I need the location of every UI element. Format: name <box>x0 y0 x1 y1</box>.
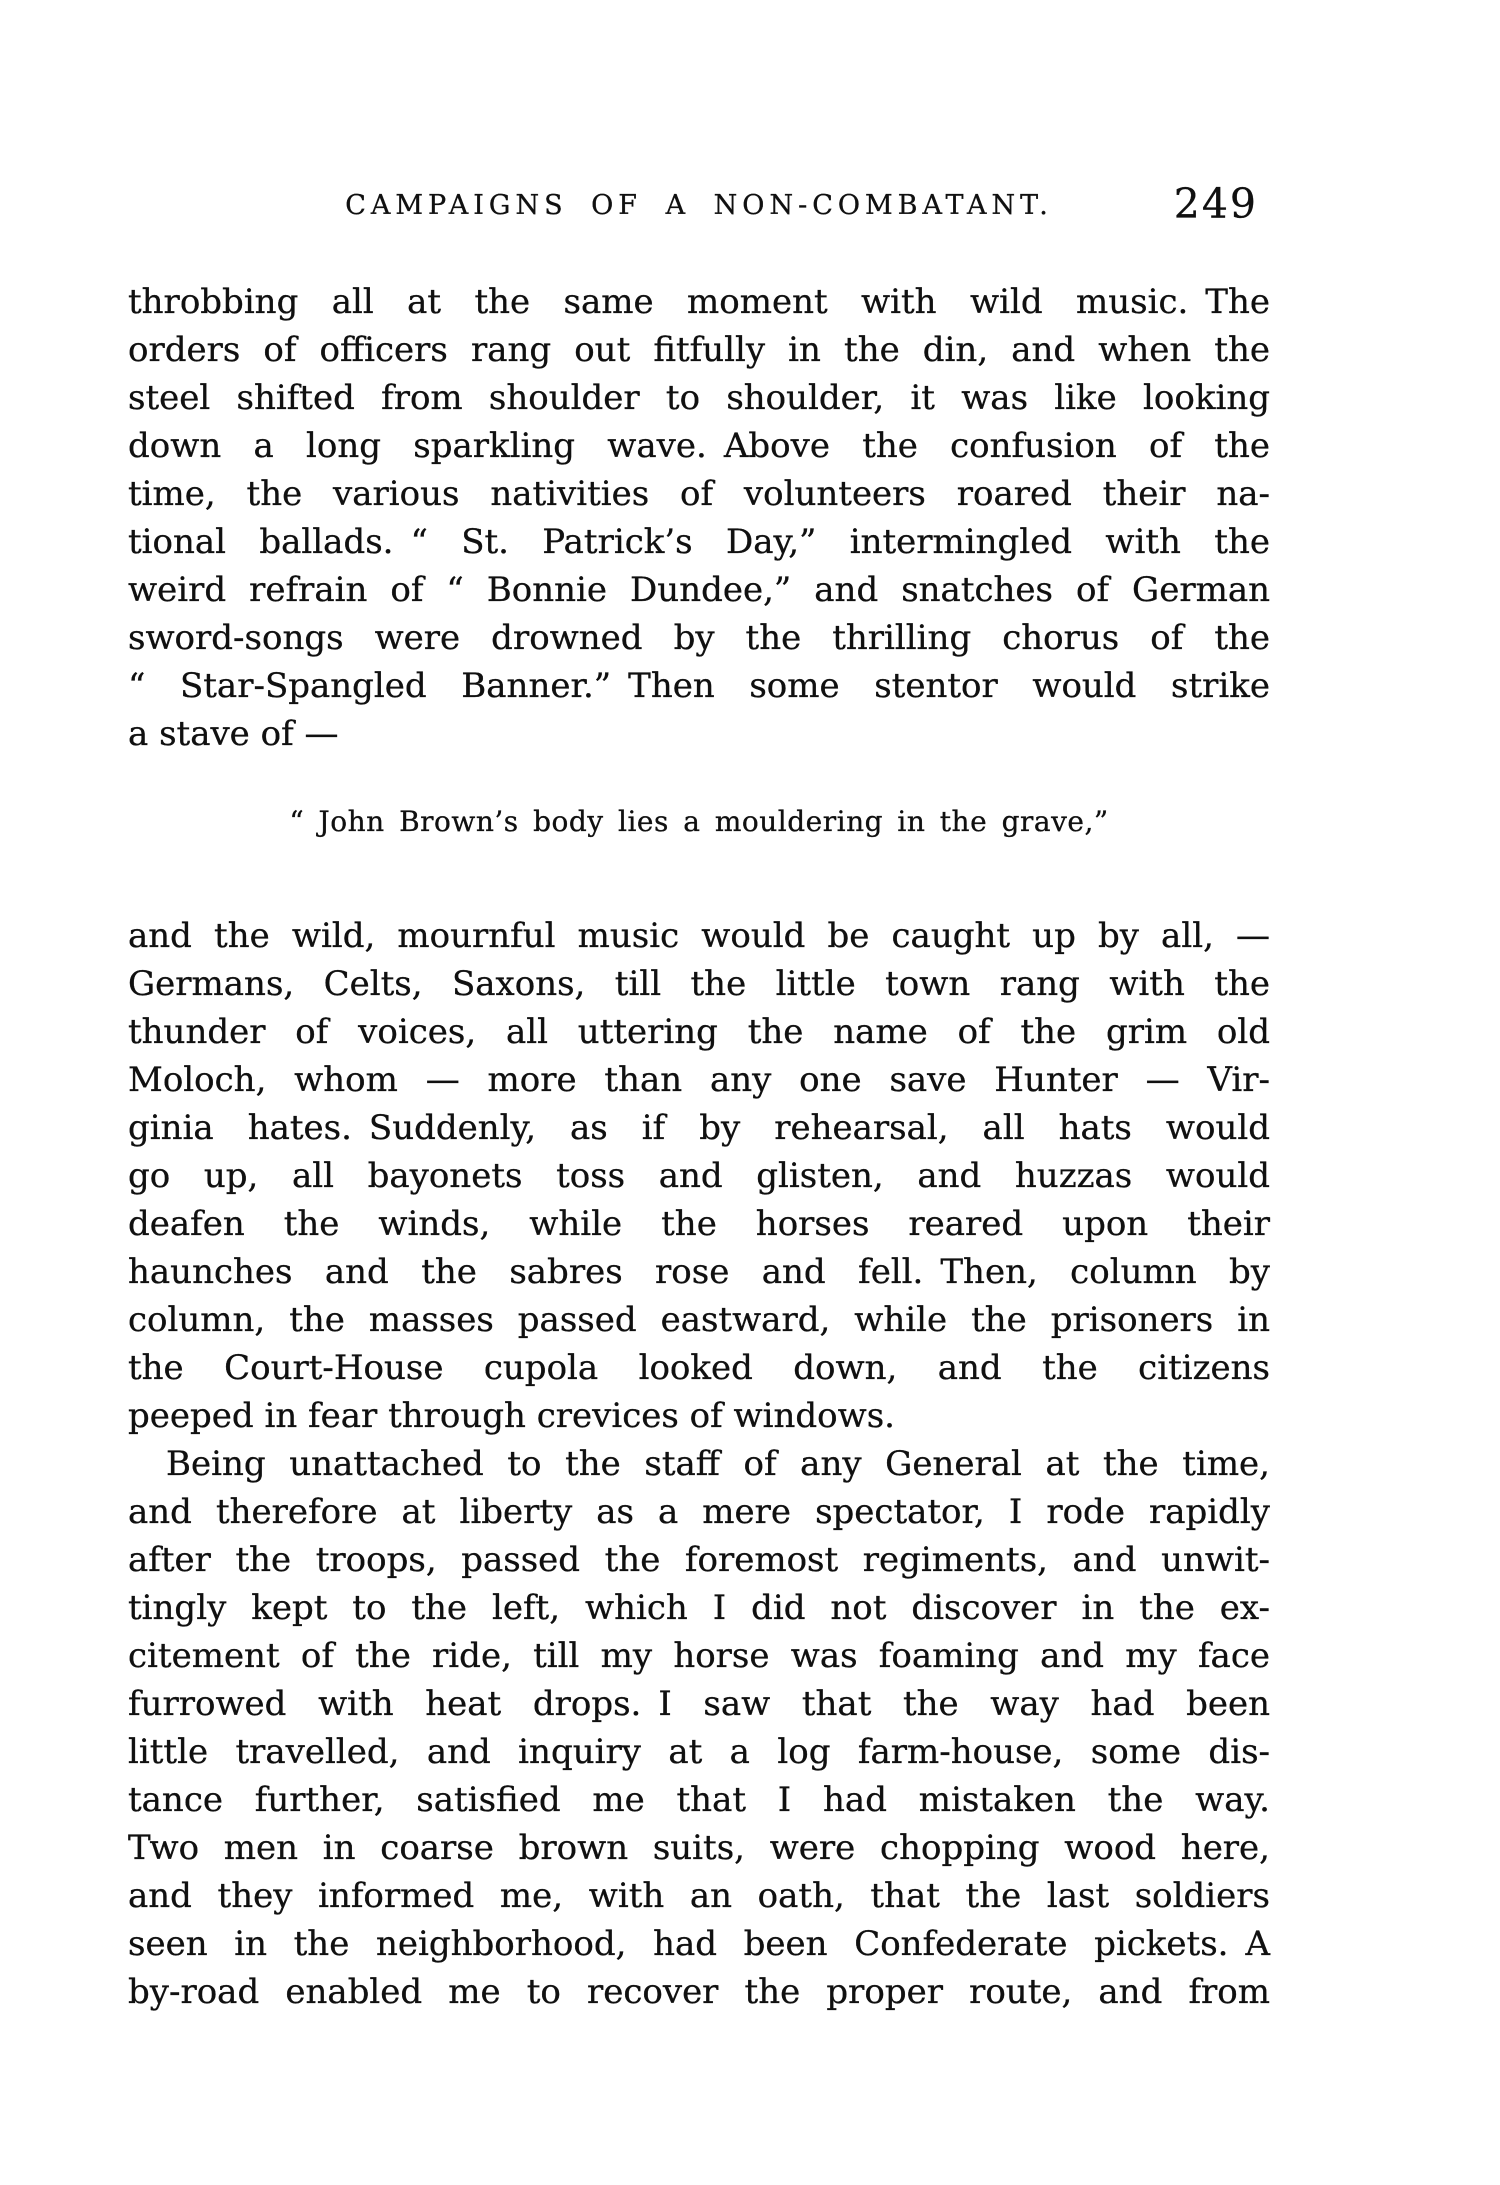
paragraph <box>128 912 1270 1440</box>
page-number: 249 <box>1173 180 1258 228</box>
text-line: weird refrain of “ Bonnie Dundee,” and snatches of German <box>128 570 1270 610</box>
paragraph <box>128 278 1270 758</box>
text-line: the Court-House cupola looked down, and the citizens <box>128 1348 1270 1388</box>
text-line: tional ballads. “ St. Patrick’s Day,” intermingled with the <box>128 522 1270 562</box>
text-line: Being unattached to the staff of any General at the time, <box>166 1444 1270 1484</box>
text-line: throbbing all at the same moment with wild music. The <box>128 282 1270 322</box>
text-line: furrowed with heat drops. I saw that the way had been <box>128 1684 1270 1724</box>
text-line: Two men in coarse brown suits, were chopping wood here, <box>128 1828 1270 1868</box>
text-line: deafen the winds, while the horses reared upon their <box>128 1204 1270 1244</box>
text-line: Moloch, whom — more than any one save Hunter — Vir- <box>128 1060 1270 1100</box>
text-line: sword-songs were drowned by the thrilling chorus of the <box>128 618 1270 658</box>
text-line: ginia hates. Suddenly, as if by rehearsal, all hats would <box>128 1108 1270 1148</box>
text-line: after the troops, passed the foremost regiments, and unwit- <box>128 1540 1270 1580</box>
page-content <box>128 0 1270 2016</box>
text-line: tance further, satisfied me that I had mistaken the way. <box>128 1780 1270 1820</box>
text-line: column, the masses passed eastward, while the prisoners in <box>128 1300 1270 1340</box>
text-line: tingly kept to the left, which I did not discover in the ex- <box>128 1588 1270 1628</box>
text-line: orders of officers rang out fitfully in the din, and when the <box>128 330 1270 370</box>
text-line: “ Star-Spangled Banner.” Then some stentor would strike <box>128 666 1270 706</box>
text-line: time, the various nativities of volunteers roared their na- <box>128 474 1270 514</box>
text-line: seen in the neighborhood, had been Confederate pickets. A <box>128 1924 1270 1964</box>
text-line: by-road enabled me to recover the proper route, and from <box>128 1972 1270 2012</box>
text-line: and they informed me, with an oath, that the last soldiers <box>128 1876 1270 1916</box>
running-title: CAMPAIGNS OF A NON-COMBATANT. <box>345 190 1053 221</box>
text-line: Germans, Celts, Saxons, till the little town rang with the <box>128 964 1270 1004</box>
text-line: peeped in fear through crevices of windows. <box>128 1396 895 1436</box>
text-line: a stave of — <box>128 714 339 754</box>
text-line: and therefore at liberty as a mere spectator, I rode rapidly <box>128 1492 1270 1532</box>
text-line: thunder of voices, all uttering the name of the grim old <box>128 1012 1270 1052</box>
paragraph <box>128 1440 1270 2016</box>
text-line: steel shifted from shoulder to shoulder, it was like looking <box>128 378 1270 418</box>
text-line: down a long sparkling wave. Above the confusion of the <box>128 426 1270 466</box>
text-line: haunches and the sabres rose and fell. Then, column by <box>128 1252 1270 1292</box>
text-line: and the wild, mournful music would be caught up by all, — <box>128 916 1270 956</box>
text-line: little travelled, and inquiry at a log farm-house, some dis- <box>128 1732 1270 1772</box>
verse-quote: “ John Brown’s body lies a mouldering in the grave,” <box>289 805 1109 838</box>
text-body <box>128 278 1270 2016</box>
page-header <box>128 182 1270 232</box>
text-line: go up, all bayonets toss and glisten, and huzzas would <box>128 1156 1270 1196</box>
text-line: citement of the ride, till my horse was foaming and my face <box>128 1636 1270 1676</box>
